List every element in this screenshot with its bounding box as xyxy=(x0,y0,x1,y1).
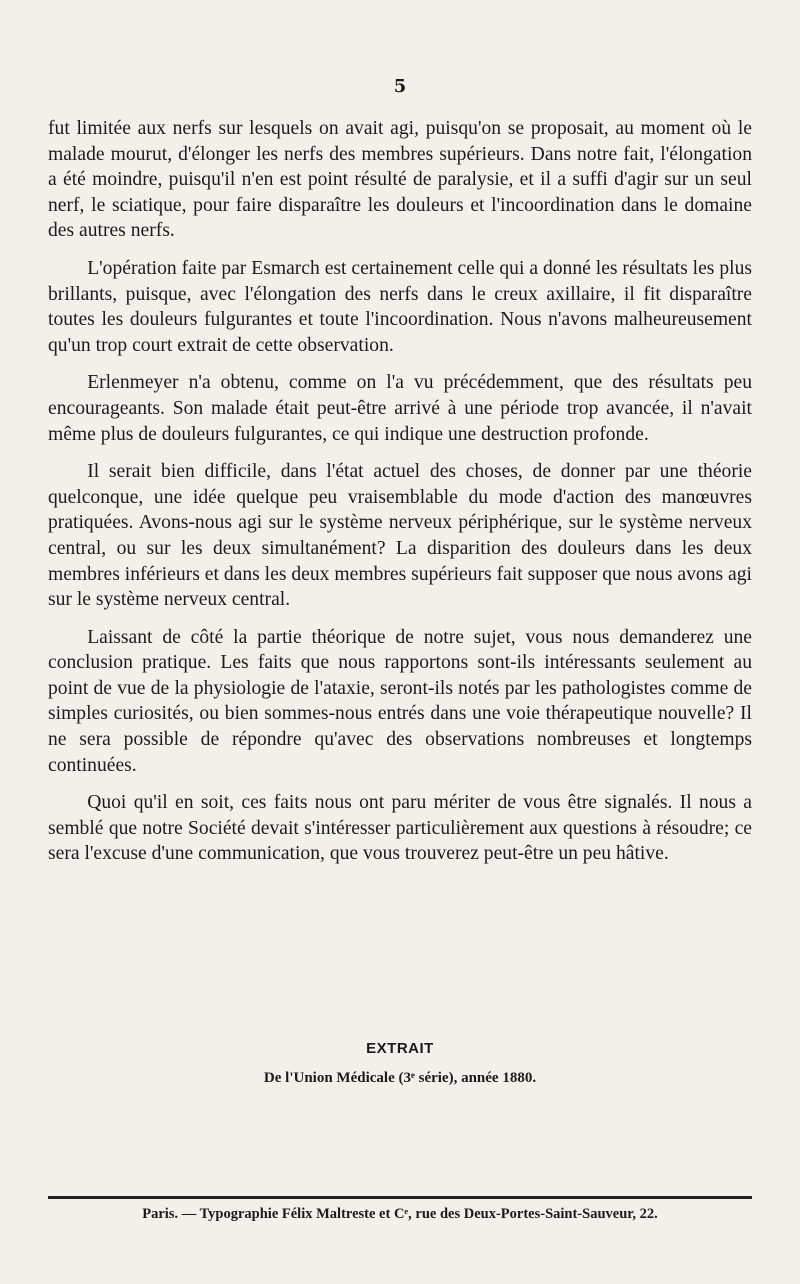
paragraph-2: L'opération faite par Esmarch est certainement celle qui a donné les résultats les plus brillants, puisque, avec l'élongation des nerfs dans le creux axillaire, il fit disparaître toutes les douleurs fulgurantes et toute l'incoordination. Nous n'avons malheureusement qu'un trop court extrait de cette observation. xyxy=(48,257,752,356)
paragraph-3: Erlenmeyer n'a obtenu, comme on l'a vu précédemment, que des résultats peu encourageants. Son malade était peut-être arrivé à une période trop avancée, il n'avait même plus de douleurs fulgurantes, ce qui indique une destruction profonde. xyxy=(48,372,752,445)
printer-imprint: Paris. — Typographie Félix Maltreste et Cᵉ, rue des Deux-Portes-Saint-Sauveur, 22. xyxy=(142,1206,658,1222)
paragraph-5: Laissant de côté la partie théorique de notre sujet, vous nous demanderez une conclusion pratique. Les faits que nous rapportons sont-ils intéressants seulement au point de vue de la physiologie de l'ataxie, seront-ils notés par les pathologistes comme de simples curiosités, ou bien sommes-nous entrés dans une voie thérapeutique nouvelle? Il ne sera possible de répondre qu'avec des observations nombreuses et longtemps continuées. xyxy=(48,626,752,776)
paragraph-1: fut limitée aux nerfs sur lesquels on avait agi, puisqu'on se proposait, au moment où le malade mourut, d'élonger les nerfs des membres supérieurs. Dans notre fait, l'élongation a été moindre, puisqu'il n'en est point résulté de paralysie, et il a suffi d'agir sur un seul nerf, le sciatique, pour faire disparaître les douleurs et l'incoordination dans le domaine des autres nerfs. xyxy=(48,118,752,242)
body-text xyxy=(48,116,752,879)
paragraph-4: Il serait bien difficile, dans l'état actuel des choses, de donner par une théorie quelconque, une idée quelque peu vraisemblable du mode d'action des manœuvres pratiquées. Avons-nous agi sur le système nerveux périphérique, sur le système nerveux central, ou sur les deux simultanément? La disparition des douleurs dans les deux membres inférieurs et dans les deux membres supérieurs fait supposer que nous avons agi sur le système nerveux central. xyxy=(48,461,752,611)
extrait-heading: EXTRAIT xyxy=(366,1040,434,1057)
footer-rule xyxy=(48,1196,752,1199)
paragraph-6: Quoi qu'il en soit, ces faits nous ont paru mériter de vous être signalés. Il nous a semblé que notre Société devait s'intéresser particulièrement aux questions à résoudre; ce sera l'excuse d'une communication, que vous trouverez peut-être un peu hâtive. xyxy=(48,792,752,865)
page-number: 5 xyxy=(393,76,407,97)
extrait-source: De l'Union Médicale (3ᵉ série), année 1880. xyxy=(263,1070,537,1086)
document-page xyxy=(48,0,752,1284)
